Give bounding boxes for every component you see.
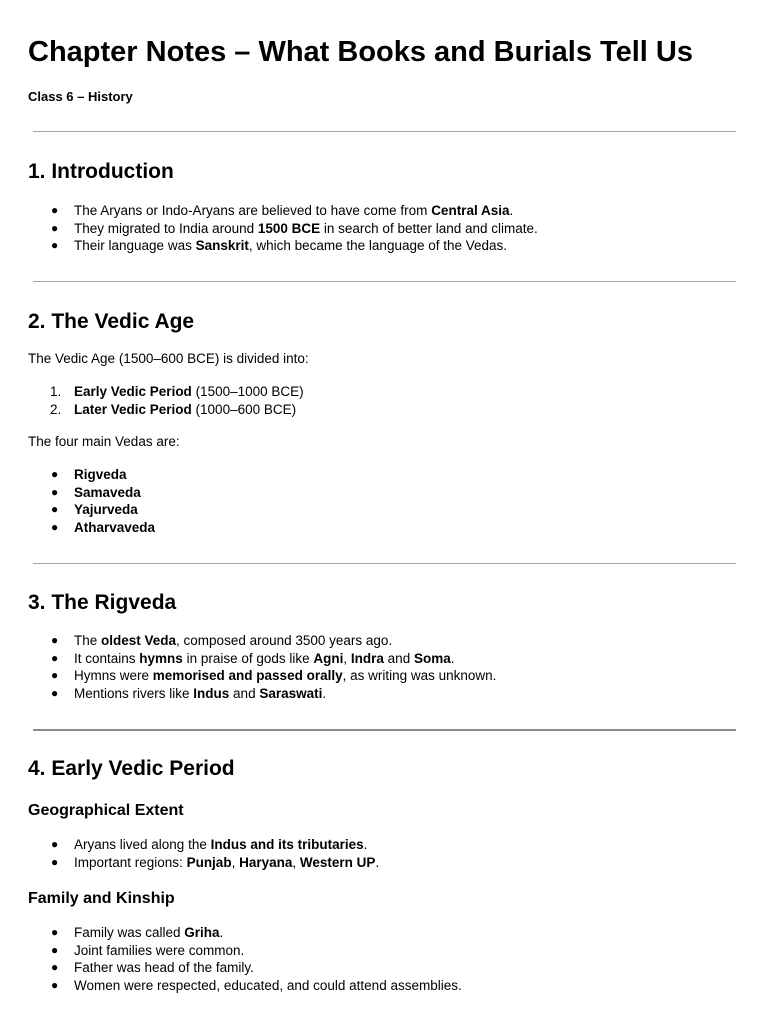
- subheading-geographical-extent: Geographical Extent: [28, 802, 184, 819]
- list-item: ● Samaveda: [51, 484, 141, 500]
- page-title: Chapter Notes – What Books and Burials Tell Us: [28, 36, 693, 68]
- list-item: ● Important regions: Punjab, Haryana, Western UP.: [51, 854, 380, 870]
- subheading-family-and-kinship: Family and Kinship: [28, 890, 175, 907]
- list-number: 2.: [50, 401, 62, 417]
- vedas-list: [0, 466, 155, 536]
- list-item: ● Atharvaveda: [51, 519, 156, 535]
- bullet: ●: [51, 220, 59, 235]
- section-heading-vedic-age: 2. The Vedic Age: [28, 310, 195, 333]
- bullet: ●: [51, 942, 59, 957]
- list-item: ● Women were respected, educated, and could attend assemblies.: [51, 977, 462, 993]
- bullet: ●: [51, 960, 59, 974]
- list-item: ● It contains hymns in praise of gods like Agni, Indra and Soma.: [51, 650, 455, 666]
- divider: [33, 729, 736, 731]
- list-item: ● Aryans lived along the Indus and its tributaries.: [51, 837, 368, 852]
- bullet: ●: [51, 668, 59, 682]
- section-heading-introduction: 1. Introduction: [28, 160, 174, 183]
- list-item: ● Hymns were memorised and passed orally, as writing was unknown.: [51, 668, 497, 683]
- list-item: ● Family was called Griha.: [51, 925, 224, 940]
- list-item: ● Mentions rivers like Indus and Saraswati.: [51, 685, 327, 701]
- section-heading-early-vedic-period: 4. Early Vedic Period: [28, 757, 235, 780]
- bullet: ●: [51, 925, 59, 939]
- bullet: ●: [51, 633, 59, 647]
- bullet: ●: [51, 467, 59, 481]
- section-heading-rigveda: 3. The Rigveda: [28, 591, 177, 614]
- list-item: 1. Early Vedic Period (1500–1000 BCE): [50, 384, 304, 399]
- list-item: ● Yajurveda: [51, 502, 138, 517]
- list-item: ● Their language was Sanskrit, which became the language of the Vedas.: [51, 238, 508, 253]
- bullet: ●: [51, 502, 59, 516]
- vedic-periods-list: [0, 383, 304, 418]
- list-number: 1.: [50, 384, 62, 399]
- bullet: ●: [51, 650, 59, 665]
- divider: [33, 281, 736, 282]
- list-item: ● Joint families were common.: [51, 942, 245, 958]
- divider: [33, 131, 736, 132]
- bullet: ●: [51, 685, 59, 700]
- list-item: ● They migrated to India around 1500 BCE in search of better land and climate.: [51, 220, 538, 236]
- bullet: ●: [51, 519, 59, 534]
- rigveda-list: [0, 632, 496, 702]
- list-item: ● Rigveda: [51, 467, 127, 482]
- list-item: ● The Aryans or Indo-Aryans are believed to have come from Central Asia.: [51, 203, 514, 218]
- list-item: ● Father was head of the family.: [51, 960, 254, 975]
- bullet: ●: [51, 238, 59, 252]
- geographical-extent-list: [0, 836, 379, 871]
- bullet: ●: [51, 854, 59, 869]
- vedic-age-intro-text: The Vedic Age (1500–600 BCE) is divided into:: [28, 351, 309, 366]
- page-subtitle: Class 6 – History: [28, 89, 133, 104]
- family-kinship-list: [0, 924, 462, 994]
- bullet: ●: [51, 203, 59, 217]
- introduction-list: [0, 202, 538, 255]
- bullet: ●: [51, 484, 59, 499]
- bullet: ●: [51, 977, 59, 992]
- bullet: ●: [51, 837, 59, 851]
- list-item: ● The oldest Veda, composed around 3500 years ago.: [51, 633, 393, 648]
- list-item: 2. Later Vedic Period (1000–600 BCE): [50, 401, 297, 417]
- vedas-intro-text: The four main Vedas are:: [28, 434, 180, 449]
- divider: [33, 563, 736, 564]
